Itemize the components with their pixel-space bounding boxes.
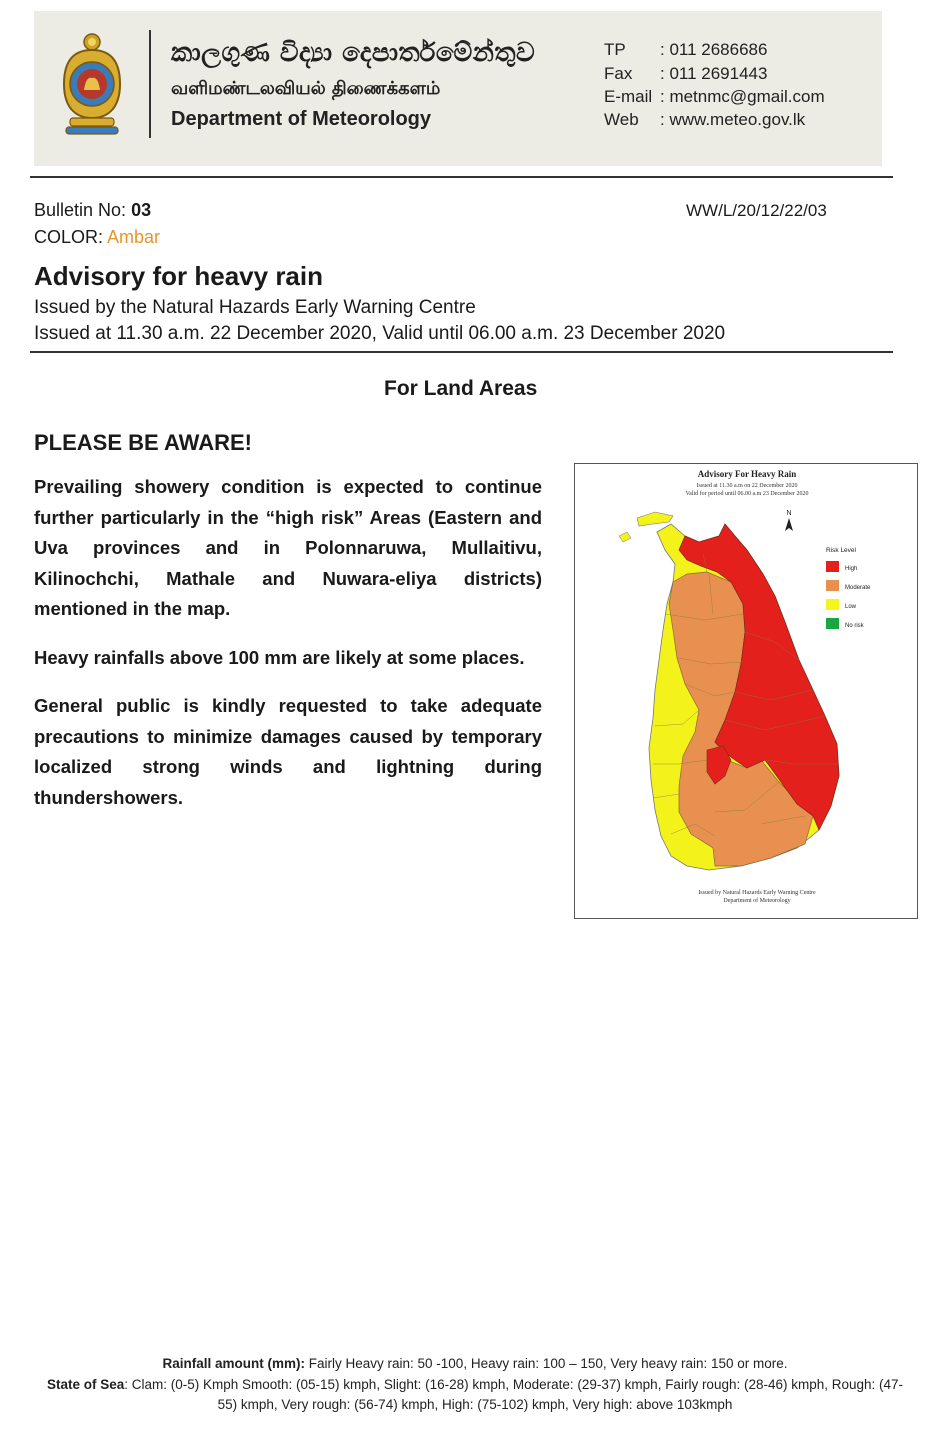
map-issued-line: Issued at 11.30 a.m on 22 December 2020 bbox=[696, 483, 798, 489]
alert-heading: PLEASE BE AWARE! bbox=[34, 430, 252, 455]
divider bbox=[30, 351, 893, 353]
advisory-title: Advisory for heavy rain bbox=[34, 261, 323, 291]
island-islet bbox=[619, 532, 631, 542]
jaffna-peninsula bbox=[637, 512, 673, 526]
paragraph-rainfall: Heavy rainfalls above 100 mm are likely at some places. bbox=[34, 647, 525, 668]
legend-label-no-risk: No risk bbox=[845, 623, 864, 629]
contact-web[interactable]: Web : www.meteo.gov.lk bbox=[604, 110, 806, 129]
header-divider bbox=[149, 30, 151, 138]
map-footer-line2: Department of Meteorology bbox=[723, 898, 791, 904]
legend-label-high: High bbox=[845, 566, 858, 572]
legend-swatch-high bbox=[826, 561, 839, 572]
sri-lanka-emblem-icon bbox=[56, 32, 128, 136]
issued-by: Issued by the Natural Hazards Early Warning Centre bbox=[34, 297, 476, 318]
map-valid-line: Valid for period until 06.00 a.m 23 December 2020 bbox=[685, 491, 809, 497]
contact-fax: Fax : 011 2691443 bbox=[604, 64, 768, 83]
rainfall-definitions: Rainfall amount (mm): Fairly Heavy rain: 50 -100, Heavy rain: 100 – 150, Very heavy rain: 150 or more. bbox=[162, 1356, 788, 1371]
issued-at: Issued at 11.30 a.m. 22 December 2020, Valid until 06.00 a.m. 23 December 2020 bbox=[34, 323, 726, 344]
bulletin-number: Bulletin No: 03 bbox=[34, 200, 152, 220]
legend-label-moderate: Moderate bbox=[845, 585, 871, 591]
legend-swatch-low bbox=[826, 599, 839, 610]
legend-swatch-no-risk bbox=[826, 618, 839, 629]
legend-label-low: Low bbox=[845, 604, 857, 610]
svg-text:N: N bbox=[786, 510, 792, 517]
north-arrow-icon bbox=[785, 510, 793, 531]
contact-email[interactable]: E-mail : metnmc@gmail.com bbox=[604, 87, 825, 106]
paragraph-precautions: General public is kindly requested to take adequate precautions to minimize damages caused by temporary localized strong winds and lightning during thundershowers. bbox=[34, 695, 542, 808]
department-name-sinhala: කාලගුණ විද්‍යා දෙපාර්තමේන්තුව bbox=[171, 38, 536, 68]
legend-title: Risk Level bbox=[826, 547, 856, 554]
department-name-english: Department of Meteorology bbox=[171, 108, 432, 130]
department-name-tamil: வளிமண்டலவியல் திணைக்களம் bbox=[171, 78, 441, 99]
section-heading: For Land Areas bbox=[384, 377, 538, 400]
contact-phone: TP : 011 2686686 bbox=[604, 40, 768, 59]
paragraph-conditions: Prevailing showery condition is expected to continue further particularly in the “high risk” Areas (Eastern and Uva provinces and in Polonnaruwa, Mullaitivu, Kilinochchi, Mathale and Nuwara-eliya districts) mentioned in the map. bbox=[34, 476, 542, 619]
divider bbox=[30, 176, 893, 178]
sea-state-definitions: State of Sea: Clam: (0-5) Kmph Smooth: (05-15) kmph, Slight: (16-28) kmph, Moderate: (29-37) kmph, Fairly rough: (28-46) kmph, Rough: (47-55) kmph, Very rough: (56-74) kmph, High: (75-102) kmph, Very high: above 103kmph bbox=[46, 1377, 904, 1412]
bulletin-color: COLOR: Ambar bbox=[34, 227, 161, 247]
map-title: Advisory For Heavy Rain bbox=[697, 469, 797, 479]
map-footer-line1: Issued by Natural Hazards Early Warning Centre bbox=[698, 890, 816, 896]
risk-map bbox=[574, 463, 918, 919]
bulletin-reference: WW/L/20/12/22/03 bbox=[686, 201, 827, 220]
map-legend bbox=[826, 547, 871, 629]
color-value: Ambar bbox=[107, 227, 161, 247]
legend-swatch-moderate bbox=[826, 580, 839, 591]
